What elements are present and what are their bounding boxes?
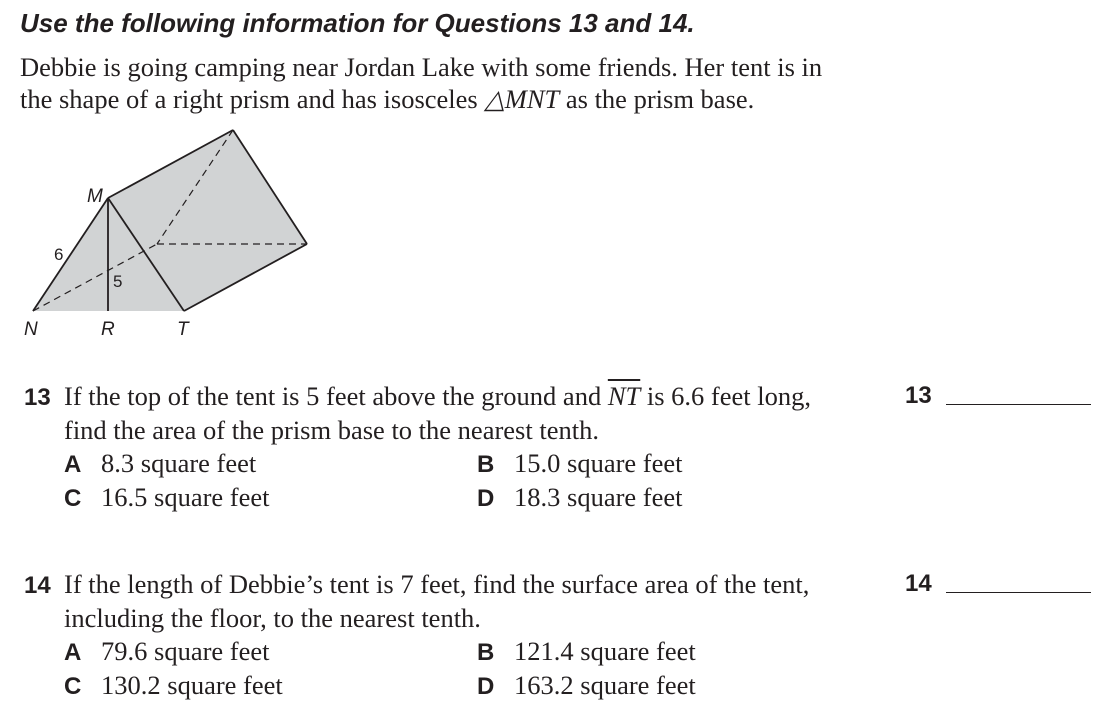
- q13-choice-a[interactable]: [64, 448, 256, 479]
- label-side-length: 6: [54, 245, 64, 264]
- answer-14-label: 14: [905, 570, 932, 597]
- q14-choice-b-letter: B: [477, 639, 495, 666]
- segment-nt: $\overline{NT}$: [607, 381, 641, 411]
- q14-choice-c[interactable]: [64, 670, 283, 701]
- q13-choice-d-letter: D: [477, 485, 495, 512]
- q14-choice-a[interactable]: [64, 636, 270, 667]
- q13-choice-a-text: 8.3 square feet: [101, 448, 257, 478]
- question-13-number: 13: [24, 384, 51, 411]
- q14-choice-c-text: 130.2 square feet: [101, 670, 283, 700]
- question-14-line-1: [24, 568, 809, 602]
- q14-choice-d-letter: D: [477, 673, 495, 700]
- question-13-line-2: find the area of the prism base to the nearest tenth.: [64, 415, 599, 445]
- label-t: T: [177, 319, 189, 340]
- question-13-text-end: is 6.6 feet long,: [640, 381, 811, 411]
- answer-13-blank[interactable]: [946, 404, 1091, 405]
- question-14-number: 14: [24, 572, 51, 599]
- q13-choice-d[interactable]: [477, 482, 683, 513]
- q13-choice-c-text: 16.5 square feet: [101, 482, 270, 512]
- label-r: R: [101, 319, 115, 340]
- intro-line-2-start: the shape of a right prism and has isosceles: [20, 84, 485, 114]
- intro-paragraph: [20, 51, 822, 115]
- q14-choice-d[interactable]: [477, 670, 696, 701]
- q14-choice-a-text: 79.6 square feet: [101, 636, 270, 666]
- label-m: M: [87, 186, 103, 207]
- q13-choice-c-letter: C: [64, 485, 82, 512]
- q13-choice-b[interactable]: [477, 448, 683, 479]
- q13-choice-b-letter: B: [477, 451, 495, 478]
- q13-choice-a-letter: A: [64, 451, 82, 478]
- q14-choice-d-text: 163.2 square feet: [514, 670, 696, 700]
- answer-14-blank[interactable]: [946, 592, 1091, 593]
- question-14-text-start: If the length of Debbie’s tent is 7 feet, find the surface area of the tent,: [64, 569, 810, 599]
- intro-line-2: [20, 83, 822, 115]
- question-13-line-1: [24, 380, 811, 414]
- question-14-line-2: including the floor, to the nearest tenth.: [64, 603, 481, 633]
- intro-line-1: Debbie is going camping near Jordan Lake with some friends. Her tent is in: [20, 52, 823, 82]
- label-height: 5: [113, 272, 123, 291]
- q14-choice-c-letter: C: [64, 673, 82, 700]
- q13-choice-c[interactable]: [64, 482, 270, 513]
- triangle-mnt-notation: △MNT: [484, 84, 560, 114]
- section-heading: Use the following information for Questions 13 and 14.: [20, 8, 695, 38]
- q14-choice-b[interactable]: [477, 636, 696, 667]
- intro-line-2-end: as the prism base.: [559, 84, 755, 114]
- question-13: [24, 380, 811, 446]
- label-n: N: [24, 319, 38, 340]
- q14-choice-a-letter: A: [64, 639, 82, 666]
- q13-choice-d-text: 18.3 square feet: [514, 482, 683, 512]
- q14-choice-b-text: 121.4 square feet: [514, 636, 696, 666]
- answer-13-label: 13: [905, 382, 932, 409]
- question-14: [24, 568, 809, 634]
- question-13-text-start: If the top of the tent is 5 feet above the ground and: [64, 381, 608, 411]
- tent-prism-figure: [0, 120, 320, 345]
- q13-choice-b-text: 15.0 square feet: [514, 448, 683, 478]
